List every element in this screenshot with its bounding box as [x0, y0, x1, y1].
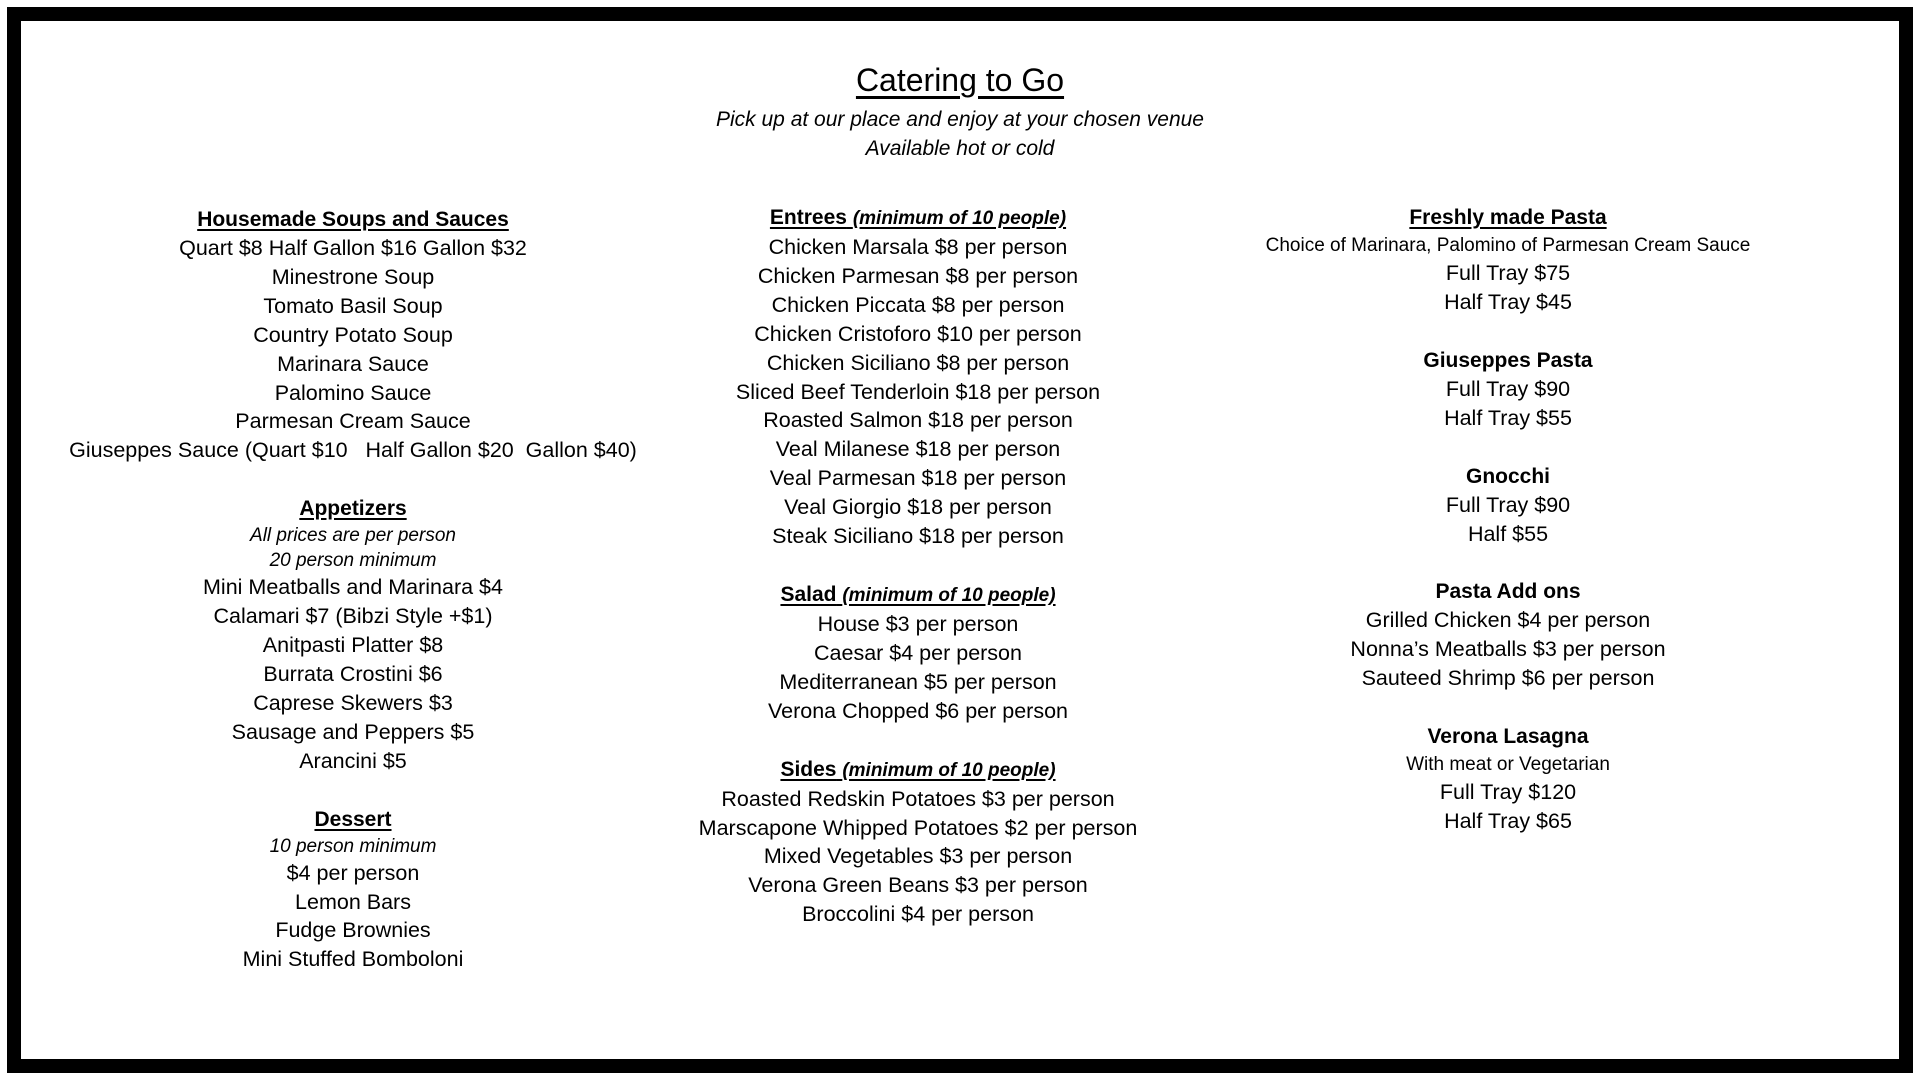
left-column — [53, 205, 653, 1003]
menu-item: Full Tray $120 — [1439, 780, 1577, 805]
section-qualifier: (minimum of 10 people) — [842, 584, 1056, 606]
section-heading — [618, 755, 1218, 785]
menu-item: Verona Chopped $6 per person — [767, 698, 1069, 723]
section-lasagna — [1208, 722, 1808, 836]
subtitle-pickup: Pick up at our place and enjoy at your chosen venue — [716, 108, 1204, 131]
section-fresh-pasta — [1208, 203, 1808, 317]
menu-item: Marscapone Whipped Potatoes $2 per person — [698, 815, 1138, 840]
menu-item: $4 per person — [286, 860, 420, 885]
menu-item: Minestrone Soup — [271, 264, 435, 289]
section-sides — [618, 755, 1218, 930]
section-pasta-addons — [1208, 577, 1808, 693]
menu-header — [21, 61, 1899, 163]
section-note: 20 person minimum — [269, 550, 437, 572]
menu-item: Chicken Siciliano $8 per person — [766, 350, 1070, 375]
section-heading: Appetizers — [299, 497, 407, 521]
menu-item: Full Tray $90 — [1445, 492, 1571, 517]
menu-item: Palomino Sauce — [274, 380, 432, 405]
section-heading — [618, 203, 1218, 233]
menu-item: Broccolini $4 per person — [802, 902, 1034, 927]
menu-item: Lemon Bars — [295, 889, 411, 914]
menu-item: Burrata Crostini $6 — [263, 661, 443, 686]
menu-item: Tomato Basil Soup — [263, 293, 443, 318]
menu-item: Chicken Parmesan $8 per person — [757, 263, 1079, 288]
menu-item: Sausage and Peppers $5 — [231, 719, 475, 744]
menu-item: Half Tray $55 — [1444, 405, 1572, 430]
section-heading: Verona Lasagna — [1427, 725, 1589, 749]
menu-item: Veal Giorgio $18 per person — [784, 495, 1052, 520]
menu-item: Full Tray $90 — [1445, 376, 1571, 401]
menu-item: Mini Meatballs and Marinara $4 — [203, 575, 503, 600]
menu-item: Parmesan Cream Sauce — [235, 409, 471, 434]
section-soups-sauces — [53, 205, 653, 465]
section-dessert — [53, 805, 653, 975]
section-appetizers — [53, 494, 653, 775]
section-qualifier: (minimum of 10 people) — [852, 208, 1067, 229]
menu-item: Chicken Piccata $8 per person — [771, 292, 1065, 317]
section-note: All prices are per person — [250, 525, 456, 547]
section-heading: Pasta Add ons — [1435, 580, 1581, 604]
section-note: With meat or Vegetarian — [1406, 754, 1610, 776]
menu-frame — [7, 7, 1913, 1073]
section-title: Salad — [780, 582, 837, 606]
menu-item: Half $55 — [1467, 521, 1549, 546]
section-note: Choice of Marinara, Palomino of Parmesan Cream Sauce — [1265, 235, 1751, 256]
menu-item: Half Tray $65 — [1444, 809, 1572, 834]
page-title: Catering to Go — [855, 62, 1065, 98]
menu-item: Country Potato Soup — [253, 322, 453, 347]
section-heading — [618, 580, 1218, 610]
menu-item: Half Tray $45 — [1444, 289, 1572, 314]
menu-item: Arancini $5 — [299, 748, 407, 773]
menu-item: Caesar $4 per person — [814, 640, 1022, 665]
menu-item: Full Tray $75 — [1445, 261, 1571, 285]
menu-item: Mini Stuffed Bomboloni — [242, 947, 464, 972]
section-heading: Gnocchi — [1465, 464, 1550, 488]
menu-item: Mixed Vegetables $3 per person — [763, 844, 1073, 869]
menu-item: Chicken Marsala $8 per person — [768, 235, 1068, 259]
menu-item: Roasted Redskin Potatoes $3 per person — [721, 786, 1115, 811]
menu-item: Sauteed Shrimp $6 per person — [1361, 666, 1655, 691]
menu-item: Mediterranean $5 per person — [779, 669, 1057, 694]
menu-item: Giuseppes Sauce (Quart $10 Half Gallon $20 Gallon $40) — [69, 438, 637, 463]
section-heading: Giuseppes Pasta — [1423, 348, 1593, 372]
menu-item: Roasted Salmon $18 per person — [763, 408, 1073, 433]
section-entrees — [618, 203, 1218, 551]
section-qualifier: (minimum of 10 people) — [842, 759, 1056, 781]
section-note: 10 person minimum — [269, 835, 437, 857]
menu-item: Veal Parmesan $18 per person — [769, 466, 1067, 491]
middle-column — [618, 203, 1218, 958]
menu-item: House $3 per person — [817, 611, 1019, 636]
menu-item: Anitpasti Platter $8 — [262, 633, 444, 658]
menu-item: Fudge Brownies — [275, 918, 431, 943]
section-heading: Dessert — [314, 807, 392, 831]
subtitle-hot-cold: Available hot or cold — [865, 137, 1055, 160]
section-heading: Freshly made Pasta — [1409, 206, 1607, 229]
section-title: Sides — [780, 757, 837, 781]
section-title: Entrees — [769, 206, 847, 229]
menu-item: Calamari $7 (Bibzi Style +$1) — [213, 604, 493, 629]
menu-item: Sliced Beef Tenderloin $18 per person — [735, 379, 1101, 404]
section-salad — [618, 580, 1218, 726]
menu-item: Verona Green Beans $3 per person — [748, 873, 1088, 898]
menu-item: Veal Milanese $18 per person — [775, 437, 1061, 462]
menu-item: Grilled Chicken $4 per person — [1365, 608, 1651, 633]
section-heading: Housemade Soups and Sauces — [197, 208, 509, 231]
right-column — [1208, 203, 1808, 865]
menu-item: Caprese Skewers $3 — [253, 690, 453, 715]
section-gnocchi — [1208, 462, 1808, 549]
menu-item: Quart $8 Half Gallon $16 Gallon $32 — [179, 236, 527, 260]
section-giuseppes-pasta — [1208, 346, 1808, 433]
menu-item: Steak Siciliano $18 per person — [772, 524, 1064, 549]
menu-item: Nonna’s Meatballs $3 per person — [1350, 637, 1666, 662]
menu-item: Marinara Sauce — [277, 351, 429, 376]
menu-item: Chicken Cristoforo $10 per person — [754, 321, 1082, 346]
